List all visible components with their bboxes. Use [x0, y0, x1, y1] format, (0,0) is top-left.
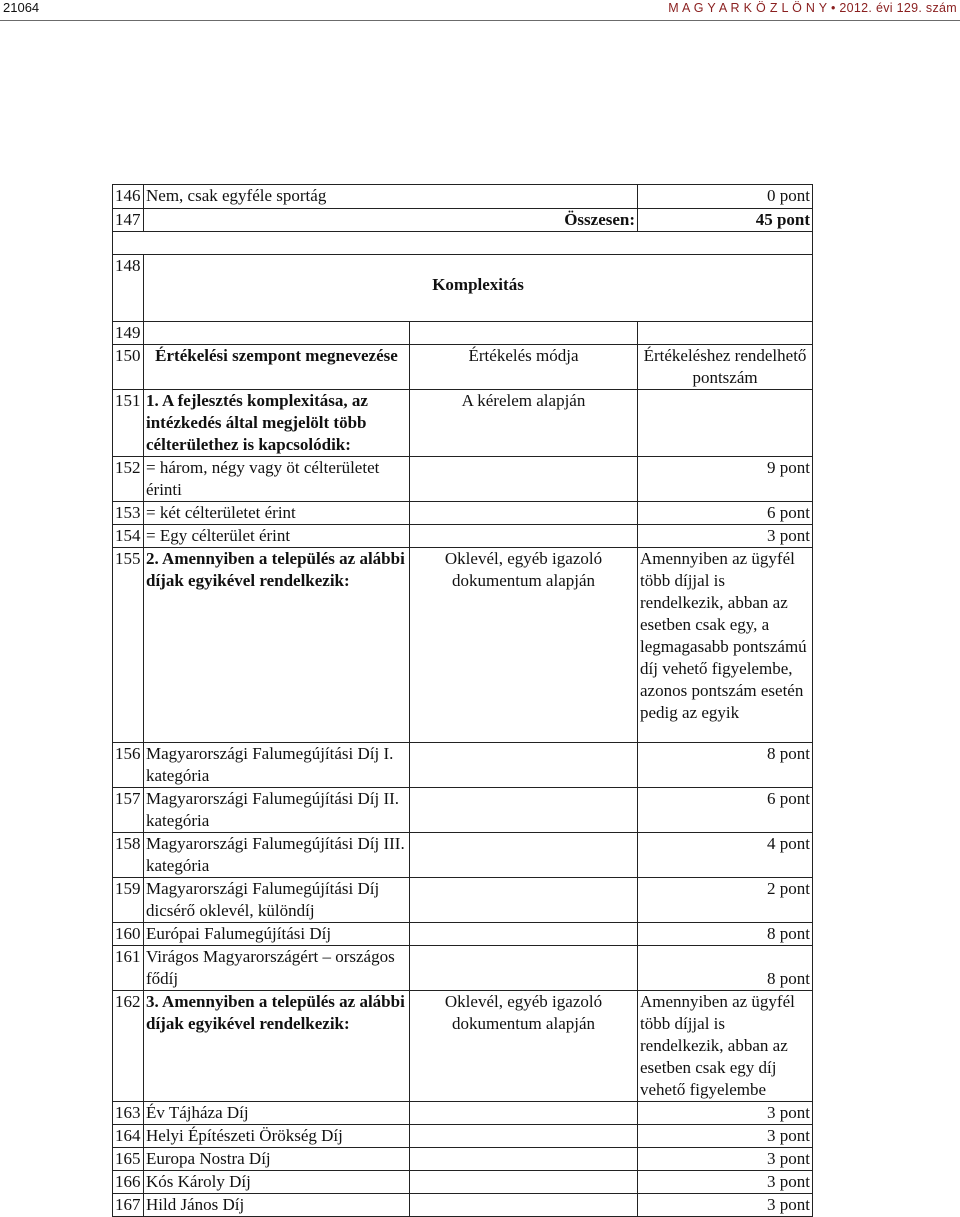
- row-text: = három, négy vagy öt célterületet érinti: [144, 457, 410, 502]
- row-number: 159: [113, 878, 144, 923]
- row-text: Magyarországi Falumegújítási Díj II. kategória: [144, 788, 410, 833]
- row-points: 6 pont: [638, 788, 813, 833]
- table-row: [113, 743, 813, 788]
- method-text: Oklevél, egyéb igazoló dokumentum alapján: [410, 991, 638, 1102]
- row-number: 160: [113, 923, 144, 946]
- page-number: 21064: [3, 0, 40, 15]
- row-points: 6 pont: [638, 502, 813, 525]
- row-number: 152: [113, 457, 144, 502]
- table-row: [113, 457, 813, 502]
- row-text: = Egy célterület érint: [144, 525, 410, 548]
- row-points: 2 pont: [638, 878, 813, 923]
- row-number: 151: [113, 390, 144, 457]
- row-number: 150: [113, 345, 144, 390]
- row-text: Hild János Díj: [144, 1194, 410, 1217]
- section-title: Komplexitás: [144, 255, 813, 322]
- row-number: 155: [113, 548, 144, 743]
- row-number: 162: [113, 991, 144, 1102]
- table-row: [113, 788, 813, 833]
- row-text: Virágos Magyarországért – országos fődíj: [144, 946, 410, 991]
- column-header-method: Értékelés módja: [410, 345, 638, 390]
- row-points: 3 pont: [638, 1125, 813, 1148]
- table-row: [113, 833, 813, 878]
- table-row: [113, 1148, 813, 1171]
- table-row: [113, 345, 813, 390]
- row-number: 164: [113, 1125, 144, 1148]
- table-row: [113, 1194, 813, 1217]
- table-row: [113, 1102, 813, 1125]
- row-number: 167: [113, 1194, 144, 1217]
- spacer-row: [113, 232, 813, 255]
- table-row: [113, 322, 813, 345]
- row-text: Europa Nostra Díj: [144, 1148, 410, 1171]
- row-points: 4 pont: [638, 833, 813, 878]
- row-text: Év Tájháza Díj: [144, 1102, 410, 1125]
- method-text: Oklevél, egyéb igazoló dokumentum alapján: [410, 548, 638, 743]
- row-text: Nem, csak egyféle sportág: [144, 185, 638, 209]
- row-number: 148: [113, 255, 144, 322]
- note-text: Amennyiben az ügyfél több díjjal is rendelkezik, abban az esetben csak egy díj vehető figyelembe: [638, 991, 813, 1102]
- row-number: 153: [113, 502, 144, 525]
- row-number: 149: [113, 322, 144, 345]
- row-text: Magyarországi Falumegújítási Díj dicsérő oklevél, különdíj: [144, 878, 410, 923]
- column-header-criterion: Értékelési szempont megnevezése: [144, 345, 410, 390]
- row-text: Magyarországi Falumegújítási Díj III. kategória: [144, 833, 410, 878]
- table-row: [113, 255, 813, 322]
- journal-title: M A G Y A R K Ö Z L Ö N Y • 2012. évi 129. szám: [668, 1, 957, 15]
- scoring-table: [112, 184, 813, 1217]
- row-number: 157: [113, 788, 144, 833]
- row-points: 8 pont: [638, 743, 813, 788]
- row-points: 8 pont: [638, 923, 813, 946]
- row-points: 8 pont: [638, 946, 813, 991]
- table-row: [113, 185, 813, 209]
- table-row: [113, 548, 813, 743]
- table-row: [113, 946, 813, 991]
- table-row: [113, 1125, 813, 1148]
- row-number: 146: [113, 185, 144, 209]
- table-row: [113, 878, 813, 923]
- total-label: Összesen:: [144, 209, 638, 232]
- row-text: Magyarországi Falumegújítási Díj I. kategória: [144, 743, 410, 788]
- row-number: 163: [113, 1102, 144, 1125]
- row-points: 9 pont: [638, 457, 813, 502]
- table-row: [113, 1171, 813, 1194]
- row-points: 0 pont: [638, 185, 813, 209]
- criterion-text: 2. Amennyiben a település az alábbi díjak egyikével rendelkezik:: [144, 548, 410, 743]
- table-row: [113, 525, 813, 548]
- criterion-text: 1. A fejlesztés komplexitása, az intézkedés által megjelölt több célterülethez is kapcsolódik:: [144, 390, 410, 457]
- row-text: = két célterületet érint: [144, 502, 410, 525]
- page-header: [0, 0, 960, 21]
- row-points: 3 pont: [638, 1171, 813, 1194]
- row-text: Európai Falumegújítási Díj: [144, 923, 410, 946]
- row-number: 165: [113, 1148, 144, 1171]
- column-header-points: Értékeléshez rendelhető pontszám: [638, 345, 813, 390]
- row-number: 161: [113, 946, 144, 991]
- table-row: [113, 991, 813, 1102]
- row-number: 154: [113, 525, 144, 548]
- row-points: 3 pont: [638, 1194, 813, 1217]
- table-row: [113, 502, 813, 525]
- note-text: Amennyiben az ügyfél több díjjal is rendelkezik, abban az esetben csak egy, a legmagasabb pontszámú díj vehető figyelembe, azonos pontszám esetén pedig az egyik: [638, 548, 813, 743]
- row-points: 3 pont: [638, 1102, 813, 1125]
- table-row: [113, 209, 813, 232]
- row-number: 147: [113, 209, 144, 232]
- total-points: 45 pont: [638, 209, 813, 232]
- row-number: 166: [113, 1171, 144, 1194]
- table-row: [113, 390, 813, 457]
- row-number: 156: [113, 743, 144, 788]
- criterion-text: 3. Amennyiben a település az alábbi díjak egyikével rendelkezik:: [144, 991, 410, 1102]
- row-text: Helyi Építészeti Örökség Díj: [144, 1125, 410, 1148]
- row-points: 3 pont: [638, 1148, 813, 1171]
- table-row: [113, 923, 813, 946]
- row-text: Kós Károly Díj: [144, 1171, 410, 1194]
- row-points: 3 pont: [638, 525, 813, 548]
- row-number: 158: [113, 833, 144, 878]
- method-text: A kérelem alapján: [410, 390, 638, 457]
